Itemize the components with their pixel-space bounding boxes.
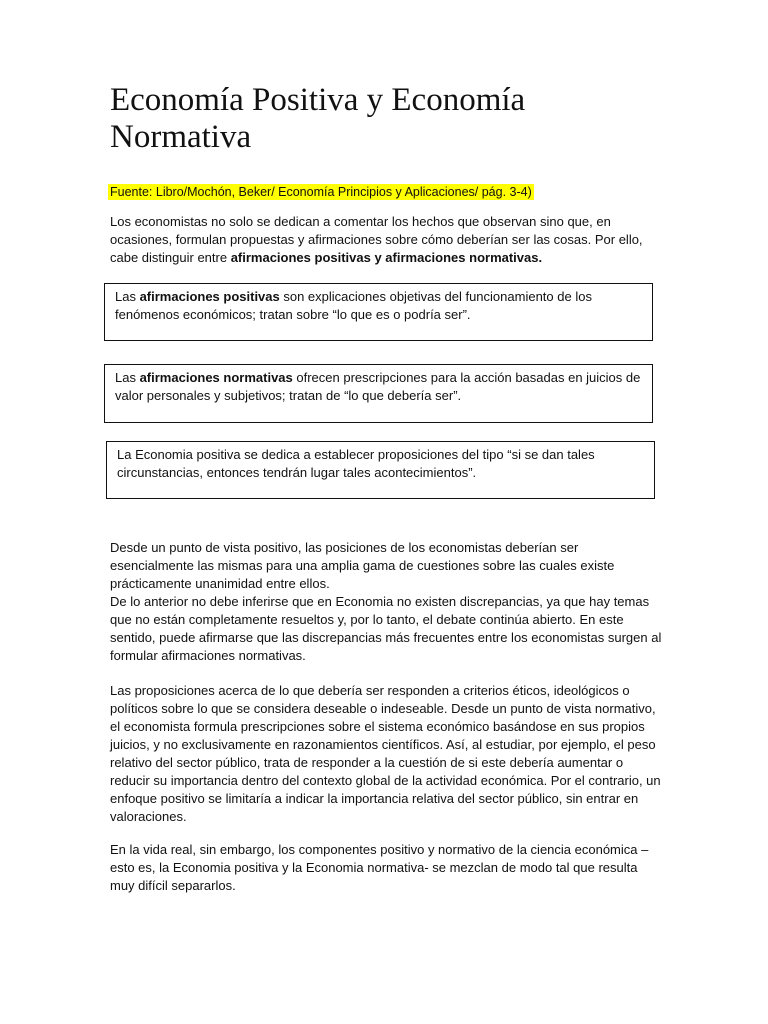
positive-economics-text: La Economia positiva se dedica a establecer proposiciones del tipo “si se dan tales circunstancias, entonces tendrán lugar tales acontecimientos”. [117,447,595,480]
positive-box-post: son explicaciones objetivas del funcionamiento de los fenómenos económicos; tratan sobre “lo que es o podría ser”. [115,289,592,322]
positive-box-term: afirmaciones positivas [139,289,280,304]
consensus-paragraph-line-b: De lo anterior no debe inferirse que en Economia no existen discrepancias, ya que hay temas que no están completamente resueltos y, por lo tanto, el debate continúa abierto. En este sentido, puede afirmarse que las discrepancias más frecuentes entre los economistas surgen al formular afirmaciones normativas. [110,594,662,663]
intro-paragraph [110,213,662,267]
source-citation: Fuente: Libro/Mochón, Beker/ Economía Principios y Aplicaciones/ pág. 3-4) [110,185,532,199]
intro-text: Los economistas no solo se dedican a comentar los hechos que observan sino que, en ocasiones, formulan propuestas y afirmaciones sobre cómo deberían ser las cosas. Por ello, cabe distinguir entre [110,214,643,265]
consensus-paragraph-line-a: Desde un punto de vista positivo, las posiciones de los economistas deberían ser esencialmente las mismas para una amplia gama de cuestiones sobre las cuales existe prácticamente unanimidad entre ellos. [110,540,615,591]
normative-box-term: afirmaciones normativas [139,370,293,385]
normative-box-post: ofrecen prescripciones para la acción basadas en juicios de valor personales y subjetivos; tratan de “lo que debería ser”. [115,370,641,403]
positive-statements-box [104,283,653,341]
positive-economics-box [106,441,655,499]
positive-box-pre: Las [115,289,140,304]
normative-criteria-paragraph: Las proposiciones acerca de lo que debería ser responden a criterios éticos, ideológicos o políticos sobre lo que se considera deseable o indeseable. Desde un punto de vista normativo, el economista formula prescripciones sobre el sistema económico basándose en sus propios juicios, y no exclusivamente en razonamientos científicos. Así, al estudiar, por ejemplo, el peso relativo del sector público, trata de responder a la cuestión de si este debería aumentar o reducir su importancia dentro del contexto global de la actividad económica. Por el contrario, un enfoque positivo se limitaría a indicar la importancia relativa del sector público, sin entrar en valoraciones. [110,683,661,824]
normative-statements-box [104,364,653,423]
real-life-paragraph: En la vida real, sin embargo, los componentes positivo y normativo de la ciencia económica –esto es, la Economia positiva y la Economia normativa- se mezclan de modo tal que resulta muy difícil separarlos. [110,842,649,893]
consensus-paragraph [110,539,662,665]
normative-box-pre: Las [115,370,140,385]
intro-bold-text: afirmaciones positivas y afirmaciones normativas. [230,250,543,265]
page-title: Economía Positiva y Economía Normativa [110,82,526,155]
